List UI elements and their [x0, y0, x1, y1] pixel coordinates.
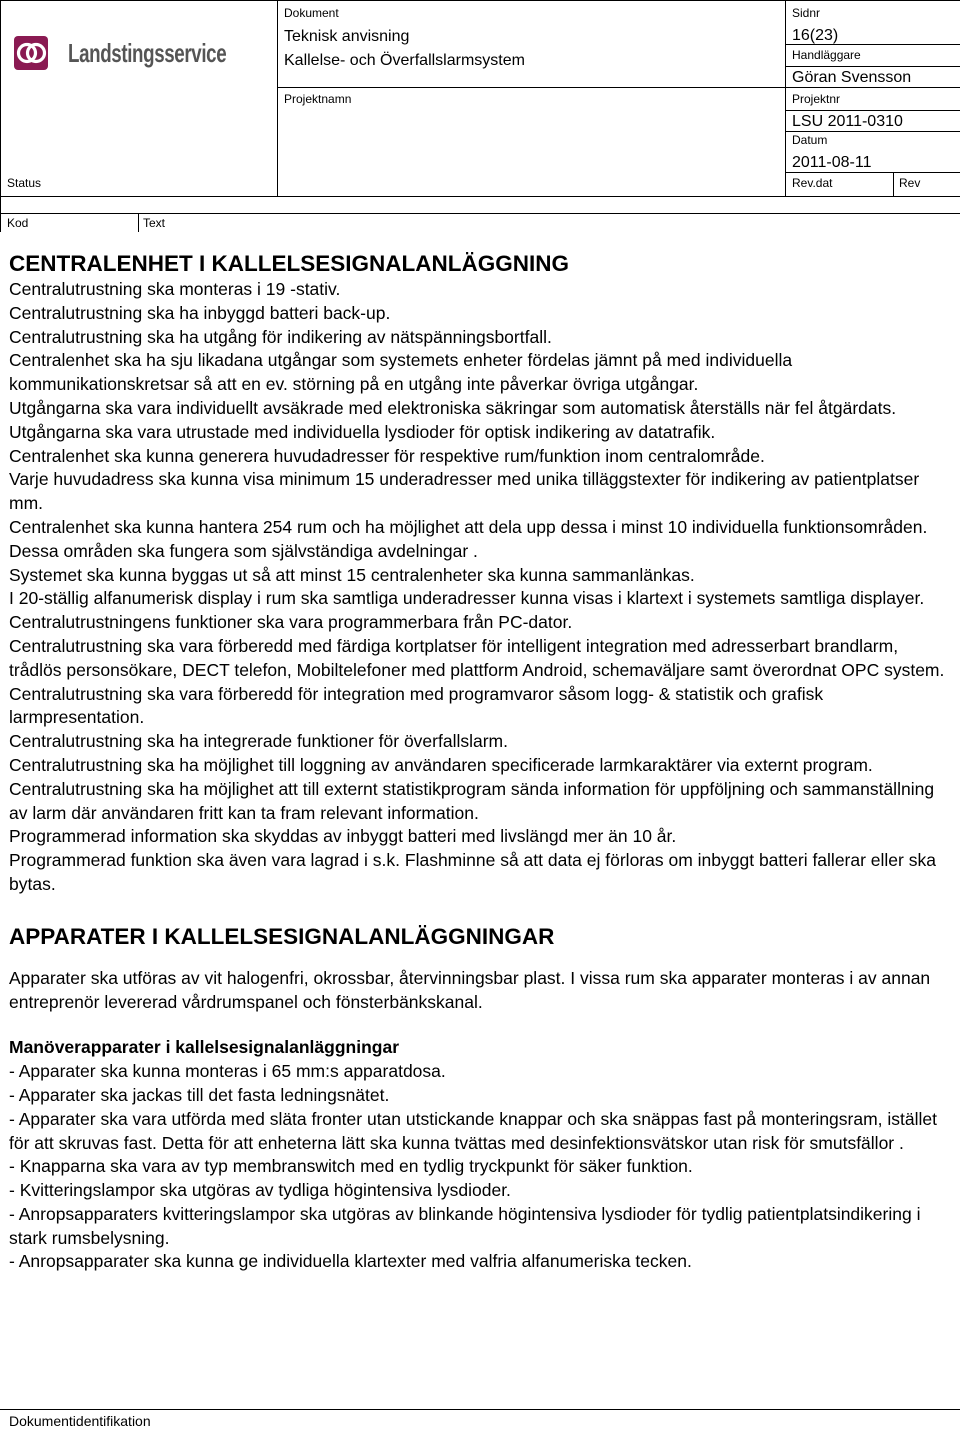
centralenhet-requirements [9, 278, 954, 897]
section-heading-apparater: APPARATER I KALLELSESIGNALANLÄGGNINGAR [9, 923, 555, 949]
subheading-manoverapparater: Manöverapparater i kallelsesignalanläggningar [9, 1037, 399, 1058]
requirement-paragraph: Centralutrustning ska monteras i 19 -stativ. [9, 279, 341, 299]
dokumentidentifikation-label: Dokumentidentifikation [9, 1413, 151, 1429]
requirement-paragraph: Centralutrustning ska ha integrerade funktioner för överfallslarm. [9, 731, 508, 752]
list-item: - Anropsapparaters kvitteringslampor ska utgöras av blinkande högintensiva lysdioder för tydlig patientplatsindikering i stark rumsbelysning. [9, 1203, 921, 1248]
requirement-paragraph: Centralenhet ska kunna hantera 254 rum och ha möjlighet att dela upp dessa i minst 10 individuella funktionsområden. Dessa områden ska fungera som självständiga avdelningar . [9, 516, 928, 561]
sidnr-value: 16(23) [792, 27, 839, 44]
requirement-paragraph: Centralenhet ska ha sju likadana utgångar som systemets enheter fördelas jämnt på med individuella kommunikationskretsar så att en ev. störning på en utgång inte påverkar övriga utgångar. [9, 350, 793, 395]
section-heading-centralenhet: CENTRALENHET I KALLELSESIGNALANLÄGGNING [9, 251, 569, 276]
sidnr-label: Sidnr [792, 6, 821, 20]
list-item: - Apparater ska kunna monteras i 65 mm:s apparatdosa. [9, 1061, 446, 1082]
document-body [9, 250, 954, 1274]
logo-emblem-icon [14, 34, 58, 74]
requirement-paragraph: I 20-ställig alfanumerisk display i rum ska samtliga underadresser kunna visas i klartext i systemets samtliga displayer. [9, 588, 925, 609]
requirement-paragraph: Programmerad information ska skyddas av inbyggt batteri med livslängd mer än 10 år. [9, 826, 677, 847]
requirement-paragraph: Centralutrustning ska ha inbyggd batteri back-up. [9, 302, 391, 323]
logo-text: Landstingsservice [68, 38, 227, 68]
requirement-paragraph: Centralutrustning ska ha möjlighet att till externt statistikprogram sända information för uppföljning och sammanställning av larm där användaren fritt kan ta fram relevant information. [9, 778, 935, 823]
apparater-intro: Apparater ska utföras av vit halogenfri, okrossbar, återvinningsbar plast. I vissa rum ska apparater monteras i av annan entreprenör levererad vårdrumspanel och fönsterbänkskanal. [9, 967, 931, 1012]
dokument-line-1: Teknisk anvisning [284, 28, 410, 45]
datum-value: 2011-08-11 [792, 154, 872, 171]
requirement-paragraph: Centralutrustning ska vara förberedd för integration med programvaror såsom logg- & statistik och grafisk larmpresentation. [9, 683, 824, 728]
requirement-paragraph: Centralutrustning ska vara förberedd med färdiga kortplatser för intelligent integration med adresserbart brandlarm, trådlös personsökare, DECT telefon, Mobiltelefoner med plattform Android, schemaväljare samt överordnat OPC system. [9, 635, 945, 680]
text-label: Text [143, 216, 166, 230]
list-item: - Apparater ska jackas till det fasta ledningsnätet. [9, 1084, 390, 1105]
revdat-label: Rev.dat [792, 176, 833, 190]
rev-label: Rev [899, 176, 921, 190]
requirement-paragraph: Varje huvudadress ska kunna visa minimum 15 underadresser med unika tilläggstexter för indikering av patientplatser mm. [9, 469, 920, 514]
projektnamn-label: Projektnamn [284, 92, 352, 106]
list-item: - Anropsapparater ska kunna ge individuella klartexter med valfria alfanumeriska tecken. [9, 1251, 692, 1272]
status-label: Status [7, 176, 42, 190]
requirement-paragraph: Centralenhet ska kunna generera huvudadresser för respektive rum/funktion inom centralområde. [9, 445, 765, 466]
projektnr-value: LSU 2011-0310 [792, 113, 903, 130]
manoverapparater-list [9, 1060, 954, 1274]
list-item: - Knapparna ska vara av typ membranswitch med en tydlig tryckpunkt för säker funktion. [9, 1156, 693, 1177]
requirement-paragraph: Systemet ska kunna byggas ut så att minst 15 centralenheter ska kunna sammanlänkas. [9, 564, 695, 585]
requirement-paragraph: Centralutrustningens funktioner ska vara programmerbara från PC-dator. [9, 612, 573, 633]
dokument-line-2: Kallelse- och Överfallslarmsystem [284, 52, 525, 69]
datum-label: Datum [792, 133, 828, 147]
requirement-paragraph: Programmerad funktion ska även vara lagrad i s.k. Flashminne så att data ej förloras om inbyggt batteri fallerar eller ska bytas. [9, 850, 936, 894]
requirement-paragraph: Centralutrustning ska ha möjlighet till loggning av användaren specificerade larmkaraktärer via externt program. [9, 754, 873, 775]
requirement-paragraph: Utgångarna ska vara individuellt avsäkrade med elektroniska säkringar som automatisk återställs när fel åtgärdats. [9, 397, 897, 418]
kod-label: Kod [7, 216, 29, 230]
dokument-label: Dokument [284, 6, 339, 20]
handlaggare-value: Göran Svensson [792, 69, 912, 86]
requirement-paragraph: Centralutrustning ska ha utgång för indikering av nätspänningsbortfall. [9, 326, 552, 347]
requirement-paragraph: Utgångarna ska vara utrustade med individuella lysdioder för optisk indikering av datatrafik. [9, 421, 716, 442]
list-item: - Kvitteringslampor ska utgöras av tydliga högintensiva lysdioder. [9, 1180, 511, 1201]
handlaggare-label: Handläggare [792, 48, 861, 62]
list-item: - Apparater ska vara utförda med släta fronter utan utstickande knappar och ska snäppas fast på monteringsram, istället för att skruvas fast. Detta för att enheterna lätt ska kunna tvättas med desinfektionsvätskor utan risk för smutsfällor . [9, 1108, 937, 1153]
landstingsservice-logo [14, 34, 227, 74]
projektnr-label: Projektnr [792, 92, 841, 106]
